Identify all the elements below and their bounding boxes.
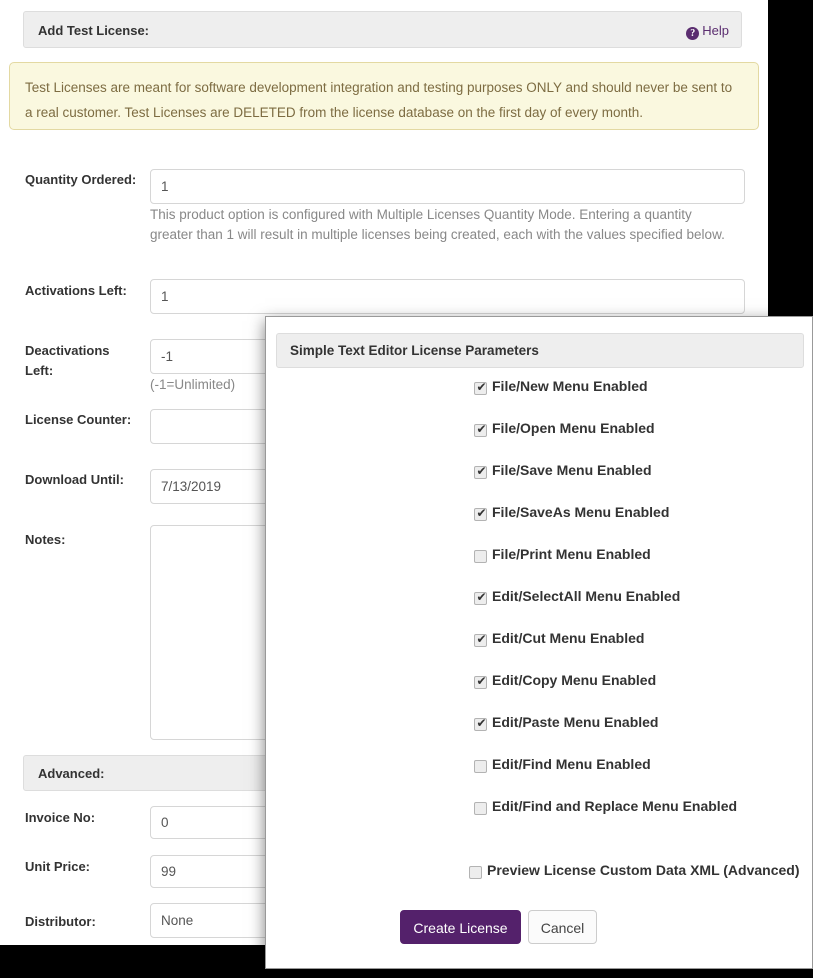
- checkbox-label[interactable]: Edit/Cut Menu Enabled: [492, 630, 645, 646]
- checkbox-edit-copy[interactable]: [474, 676, 487, 689]
- create-license-button[interactable]: Create License: [400, 910, 521, 944]
- checkbox-label[interactable]: File/Save Menu Enabled: [492, 462, 652, 478]
- checkbox-label[interactable]: File/Print Menu Enabled: [492, 546, 651, 562]
- checkbox-label[interactable]: File/New Menu Enabled: [492, 378, 648, 394]
- checkbox-row[interactable]: [266, 755, 812, 797]
- checkbox-edit-find[interactable]: [474, 760, 487, 773]
- checkbox-row[interactable]: [266, 461, 812, 503]
- checkbox-row[interactable]: [266, 545, 812, 587]
- checkbox-edit-paste[interactable]: [474, 718, 487, 731]
- modal-footer: [266, 910, 812, 956]
- checkbox-row[interactable]: [266, 587, 812, 629]
- question-circle-icon: ?: [686, 27, 699, 40]
- checkbox-row[interactable]: [266, 377, 812, 419]
- checkbox-label[interactable]: Preview License Custom Data XML (Advanced): [487, 862, 800, 878]
- checkbox-label[interactable]: Edit/Find Menu Enabled: [492, 756, 651, 772]
- checkbox-row[interactable]: [266, 629, 812, 671]
- checkbox-row[interactable]: [266, 671, 812, 713]
- cancel-button[interactable]: Cancel: [528, 910, 597, 944]
- checkbox-file-new[interactable]: [474, 382, 487, 395]
- panel-heading: [23, 11, 742, 48]
- label-deactivations-left: Deactivations Left:: [25, 343, 110, 378]
- label-activations-left: Activations Left:: [25, 283, 127, 298]
- checkbox-label[interactable]: File/Open Menu Enabled: [492, 420, 655, 436]
- label-invoice-no: Invoice No:: [25, 810, 96, 825]
- checkbox-file-saveas[interactable]: [474, 508, 487, 521]
- checkbox-label[interactable]: Edit/Paste Menu Enabled: [492, 714, 659, 730]
- help-link-label: Help: [702, 23, 729, 38]
- checkbox-edit-find-replace[interactable]: [474, 802, 487, 815]
- advanced-section-label: Advanced:: [38, 766, 105, 781]
- label-unit-price: Unit Price:: [25, 859, 91, 874]
- checkbox-row[interactable]: [266, 713, 812, 755]
- label-distributor: Distributor:: [25, 914, 96, 929]
- modal-title: Simple Text Editor License Parameters: [290, 343, 539, 358]
- checkbox-edit-selectall[interactable]: [474, 592, 487, 605]
- quantity-ordered-help: This product option is configured with Multiple Licenses Quantity Mode. Entering a quantity greater than 1 will result in multiple licenses being created, each with the values specified below.: [150, 207, 725, 242]
- license-parameters-modal: [265, 316, 813, 969]
- modal-body: [266, 377, 812, 903]
- checkbox-file-save[interactable]: [474, 466, 487, 479]
- deactivations-left-help: (-1=Unlimited): [150, 377, 236, 392]
- quantity-ordered-input[interactable]: [150, 169, 745, 204]
- checkbox-row[interactable]: [266, 503, 812, 545]
- checkbox-file-open[interactable]: [474, 424, 487, 437]
- checkbox-row[interactable]: [266, 419, 812, 461]
- label-quantity-ordered: Quantity Ordered:: [25, 172, 137, 187]
- modal-header: [276, 333, 804, 368]
- checkbox-label[interactable]: Edit/Copy Menu Enabled: [492, 672, 657, 688]
- label-download-until: Download Until:: [25, 472, 124, 487]
- checkbox-file-print[interactable]: [474, 550, 487, 563]
- checkbox-edit-cut[interactable]: [474, 634, 487, 647]
- checkbox-label[interactable]: Edit/Find and Replace Menu Enabled: [492, 798, 738, 814]
- checkbox-label[interactable]: File/SaveAs Menu Enabled: [492, 504, 670, 520]
- checkbox-label[interactable]: Edit/SelectAll Menu Enabled: [492, 588, 681, 604]
- label-notes: Notes:: [25, 532, 66, 547]
- checkbox-row[interactable]: [266, 861, 812, 903]
- label-license-counter: License Counter:: [25, 412, 132, 427]
- page-title: Add Test License:: [38, 23, 150, 38]
- test-license-warning: Test Licenses are meant for software development integration and testing purposes ONLY and should never be sent to a real customer. Test Licenses are DELETED from the license database on the first day of every month.: [9, 62, 759, 130]
- checkbox-preview-license-xml[interactable]: [469, 866, 482, 879]
- help-link[interactable]: [686, 23, 729, 40]
- checkbox-row[interactable]: [266, 797, 812, 839]
- activations-left-input[interactable]: [150, 279, 745, 314]
